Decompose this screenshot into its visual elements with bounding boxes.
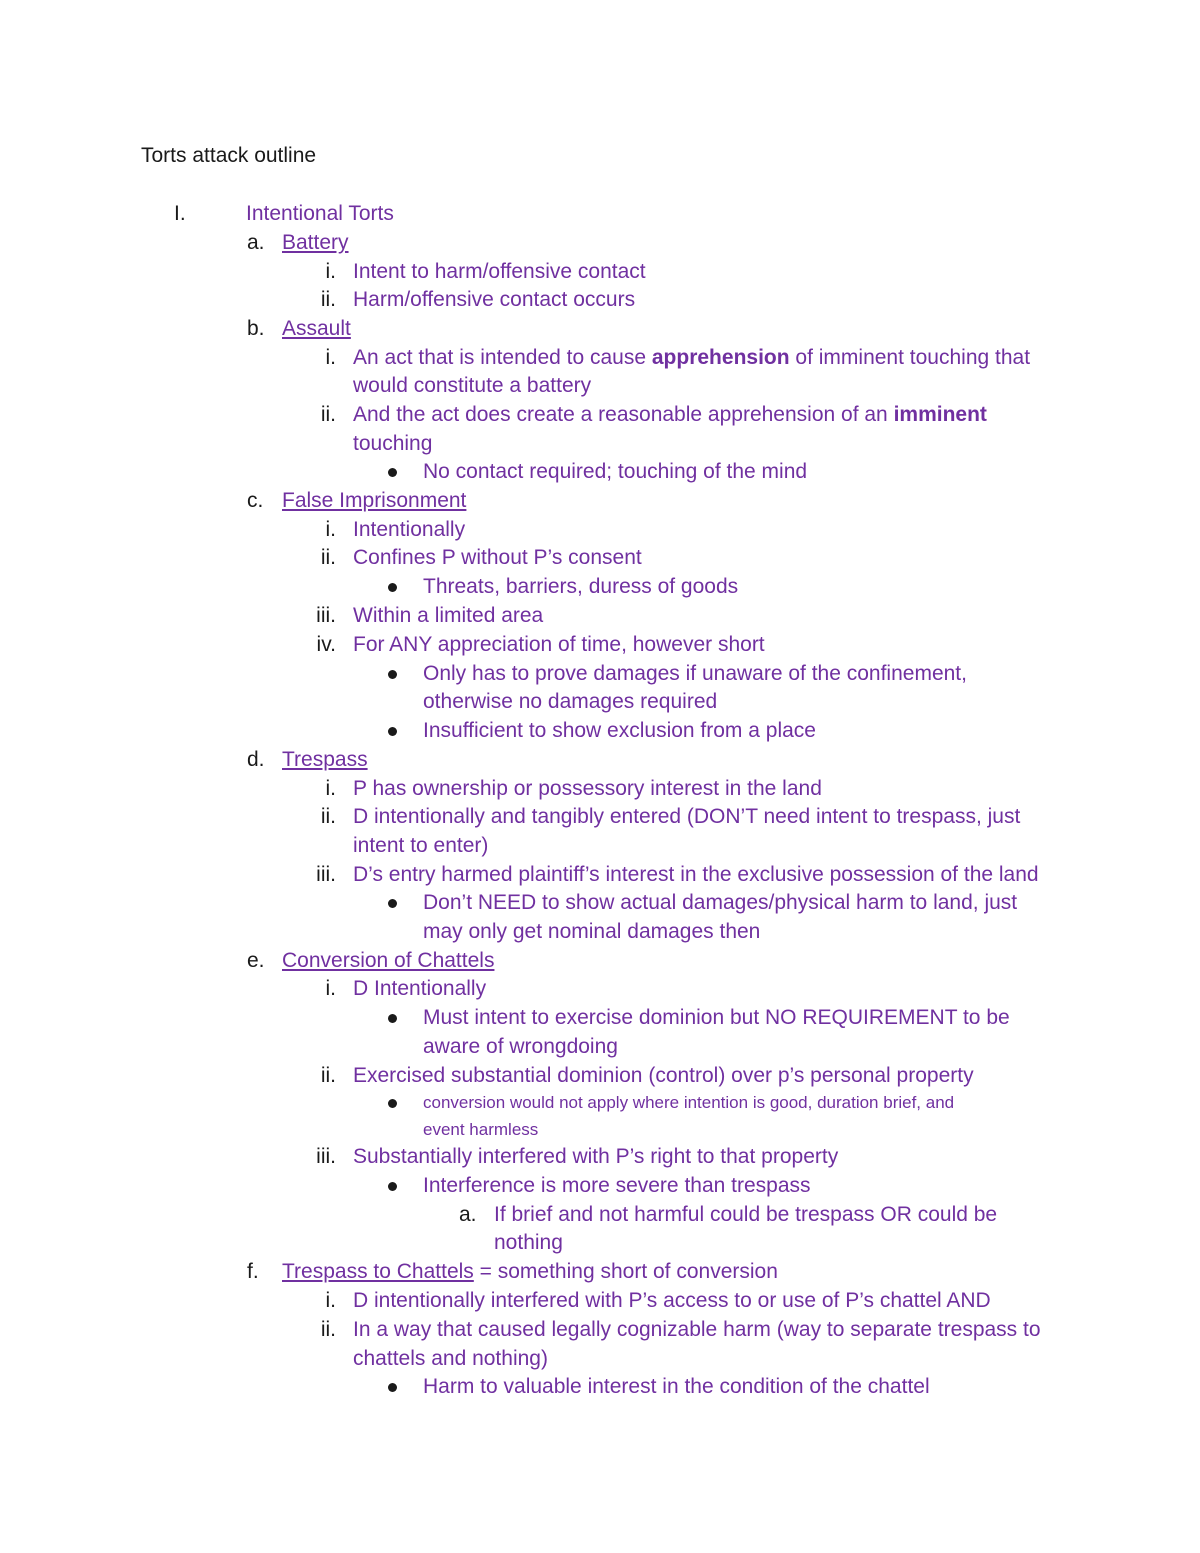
list-item: D Intentionally xyxy=(353,977,487,1000)
list-item: An act that is intended to cause apprehension of imminent touching that xyxy=(353,346,1031,369)
item-marker: iii. xyxy=(316,863,336,886)
list-item: Confines P without P’s consent xyxy=(353,546,642,569)
list-item: Interference is more severe than trespass xyxy=(423,1174,811,1197)
item-marker: ii. xyxy=(320,288,336,311)
list-item: Exercised substantial dominion (control) over p’s personal property xyxy=(353,1064,974,1087)
document-title: Torts attack outline xyxy=(141,144,317,167)
list-item: Intentionally xyxy=(353,518,466,541)
item-marker: c. xyxy=(247,489,264,512)
list-item: If brief and not harmful could be trespass OR could be xyxy=(494,1203,998,1226)
list-item: D’s entry harmed plaintiff’s interest in the exclusive possession of the land xyxy=(353,863,1039,886)
item-marker: a. xyxy=(247,231,265,254)
item-marker: ii. xyxy=(320,403,336,426)
list-item-continuation: chattels and nothing) xyxy=(353,1347,548,1370)
bullet-icon xyxy=(388,670,397,679)
bullet-icon xyxy=(388,468,397,477)
item-marker: f. xyxy=(247,1260,259,1283)
item-marker: i. xyxy=(325,1289,336,1312)
topic-false-imprisonment: False Imprisonment xyxy=(282,489,467,512)
bullet-icon xyxy=(388,899,397,908)
list-item-continuation: may only get nominal damages then xyxy=(423,920,761,943)
list-item: Insufficient to show exclusion from a place xyxy=(423,719,816,742)
list-item: Substantially interfered with P’s right to that property xyxy=(353,1145,839,1168)
bullet-icon xyxy=(388,1014,397,1023)
item-marker: i. xyxy=(325,346,336,369)
bullet-icon xyxy=(388,583,397,592)
item-marker: i. xyxy=(325,977,336,1000)
item-marker: ii. xyxy=(320,1318,336,1341)
list-item: No contact required; touching of the mind xyxy=(423,460,808,483)
item-marker: i. xyxy=(325,777,336,800)
item-marker: b. xyxy=(247,317,265,340)
list-item: D intentionally interfered with P’s access to or use of P’s chattel AND xyxy=(353,1289,991,1312)
list-item: And the act does create a reasonable apprehension of an imminent xyxy=(353,403,987,426)
item-marker: ii. xyxy=(320,1064,336,1087)
list-item: conversion would not apply where intention is good, duration brief, and xyxy=(423,1093,955,1112)
list-item: Don’t NEED to show actual damages/physical harm to land, just xyxy=(423,891,1018,914)
list-item: Harm to valuable interest in the condition of the chattel xyxy=(423,1375,930,1398)
list-item: Threats, barriers, duress of goods xyxy=(423,575,739,598)
list-item: Only has to prove damages if unaware of the confinement, xyxy=(423,662,967,685)
list-item-continuation: otherwise no damages required xyxy=(423,690,718,713)
topic-trespass: Trespass xyxy=(282,748,368,771)
section-heading: Intentional Torts xyxy=(246,202,394,225)
list-item: Harm/offensive contact occurs xyxy=(353,288,636,311)
list-item: Must intent to exercise dominion but NO REQUIREMENT to be xyxy=(423,1006,1010,1029)
item-marker: ii. xyxy=(320,805,336,828)
item-marker: e. xyxy=(247,949,265,972)
item-marker: iii. xyxy=(316,604,336,627)
bullet-icon xyxy=(388,727,397,736)
list-item: P has ownership or possessory interest in the land xyxy=(353,777,822,800)
item-marker: i. xyxy=(325,518,336,541)
list-item: For ANY appreciation of time, however short xyxy=(353,633,765,656)
bullet-icon xyxy=(388,1099,397,1108)
list-item-continuation: touching xyxy=(353,432,433,455)
list-item: Intent to harm/offensive contact xyxy=(353,260,646,283)
topic-battery: Battery xyxy=(282,231,349,254)
bullet-icon xyxy=(388,1383,397,1392)
section-marker: I. xyxy=(174,202,186,225)
list-item-continuation: nothing xyxy=(494,1231,563,1254)
list-item-continuation: event harmless xyxy=(423,1120,539,1139)
item-marker: d. xyxy=(247,748,265,771)
item-marker: iii. xyxy=(316,1145,336,1168)
list-item: D intentionally and tangibly entered (DON’T need intent to trespass, just xyxy=(353,805,1021,828)
item-marker: iv. xyxy=(316,633,336,656)
topic-trespass-to-chattels: Trespass to Chattels = something short of conversion xyxy=(282,1260,778,1283)
topic-assault: Assault xyxy=(282,317,351,340)
list-item: Within a limited area xyxy=(353,604,544,627)
list-item: In a way that caused legally cognizable harm (way to separate trespass to xyxy=(353,1318,1041,1341)
item-marker: i. xyxy=(325,260,336,283)
list-item-continuation: intent to enter) xyxy=(353,834,489,857)
list-item-continuation: would constitute a battery xyxy=(353,374,592,397)
topic-conversion-of-chattels: Conversion of Chattels xyxy=(282,949,495,972)
item-marker: a. xyxy=(459,1203,477,1226)
list-item-continuation: aware of wrongdoing xyxy=(423,1035,618,1058)
bullet-icon xyxy=(388,1182,397,1191)
item-marker: ii. xyxy=(320,546,336,569)
